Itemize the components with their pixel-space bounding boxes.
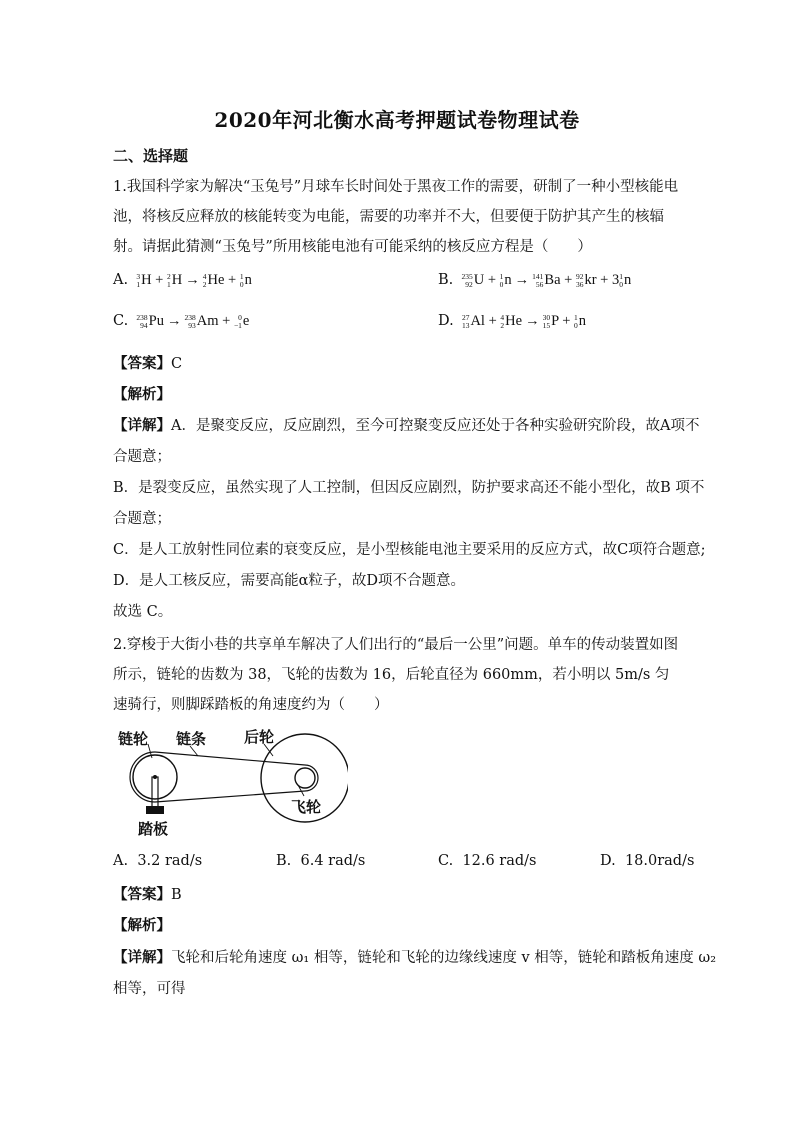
q1-detail-line: 故选 C。 [113, 604, 173, 620]
q2-detail-line: 【详解】飞轮和后轮角速度 ω₁ 相等，链轮和飞轮的边缘线速度 v 相等，链轮和踏板角速度 ω₂ [113, 949, 717, 966]
q2-detail-line: 相等，可得 [113, 981, 186, 997]
q1-option-d: D. 27 13 Al + 4 2 He → 30 15 P + 1 0 n [438, 312, 587, 330]
question-1-stem: 1.我国科学家为解决“玉兔号”月球车长时间处于黑夜工作的需要，研制了一种小型核能电池，将核反应释放的核能转变为电能，需要的功率并不大，但要便于防护其产生的核辐射。请据此猜测“玉兔号”所用核能电池有可能采纳的核反应方程是（ ） [113, 179, 679, 255]
page-title: 2020年河北衡水高考押题试卷物理试卷 [214, 108, 580, 132]
label-sprocket: 链轮 [118, 730, 149, 748]
q2-option-c: C. 12.6 rad/s [438, 853, 537, 869]
q2-option-b: B. 6.4 rad/s [276, 853, 366, 869]
q1-detail-line: C．是人工放射性同位素的衰变反应，是小型核能电池主要采用的反应方式，故C项符合题意; [113, 542, 706, 558]
q1-option-b: B. 235 92 U + 1 0 n → 141 56 Ba + 92 36 kr + 3 1 0 n [438, 271, 632, 289]
q1-option-a: A. 3 1 H + 2 1 H → 4 2 He + 1 0 n [113, 271, 252, 289]
q2-analysis-tag: 【解析】 [113, 917, 171, 934]
q1-detail-line: 合题意； [113, 449, 171, 465]
q1-option-d-equation: 27 13 Al + 4 2 He → 30 15 P + 1 0 n [461, 312, 587, 330]
q1-detail-line: B．是裂变反应，虽然实现了人工控制，但因反应剧烈，防护要求高还不能小型化，故B 项不 [113, 480, 705, 496]
q1-analysis-tag: 【解析】 [113, 386, 171, 403]
q1-answer: 【答案】C [113, 355, 183, 372]
chain-upper [155, 752, 305, 765]
label-rear-wheel: 后轮 [244, 728, 275, 746]
pedal-block [146, 806, 164, 814]
q2-answer: 【答案】B [113, 886, 182, 903]
q2-option-a: A. 3.2 rad/s [113, 853, 203, 869]
label-flywheel: 飞轮 [291, 798, 322, 816]
label-pedal: 踏板 [138, 820, 169, 838]
chain-lower [155, 791, 305, 802]
q1-detail-line: 【详解】A．是聚变反应，反应剧烈，至今可控聚变反应还处于各种实验研究阶段，故A项不 [113, 417, 700, 434]
q1-option-c: C. 238 94 Pu → 238 93 Am + 0 −1 e [113, 312, 250, 330]
bicycle-drive-diagram [108, 722, 348, 840]
question-2-stem: 2.穿梭于大街小巷的共享单车解决了人们出行的“最后一公里”问题。单车的传动装置如图所示，链轮的齿数为 38，飞轮的齿数为 16，后轮直径为 660mm，若小明以 5m/s 匀速骑行，则脚踩踏板的角速度约为（ ） [113, 637, 679, 713]
section-heading: 二、选择题 [113, 147, 189, 165]
label-chain: 链条 [176, 730, 207, 748]
q1-option-c-equation: 238 94 Pu → 238 93 Am + 0 −1 e [136, 312, 250, 330]
q2-option-d: D. 18.0rad/s [600, 853, 695, 869]
q1-detail-line: 合题意； [113, 511, 171, 527]
q1-detail-line: D．是人工核反应，需要高能α粒子，故D项不合题意。 [113, 573, 466, 589]
q1-option-a-equation: 3 1 H + 2 1 H → 4 2 He + 1 0 n [136, 271, 252, 289]
q1-option-b-equation: 235 92 U + 1 0 n → 141 56 Ba + 92 36 kr + 3 1 0 n [461, 271, 632, 289]
